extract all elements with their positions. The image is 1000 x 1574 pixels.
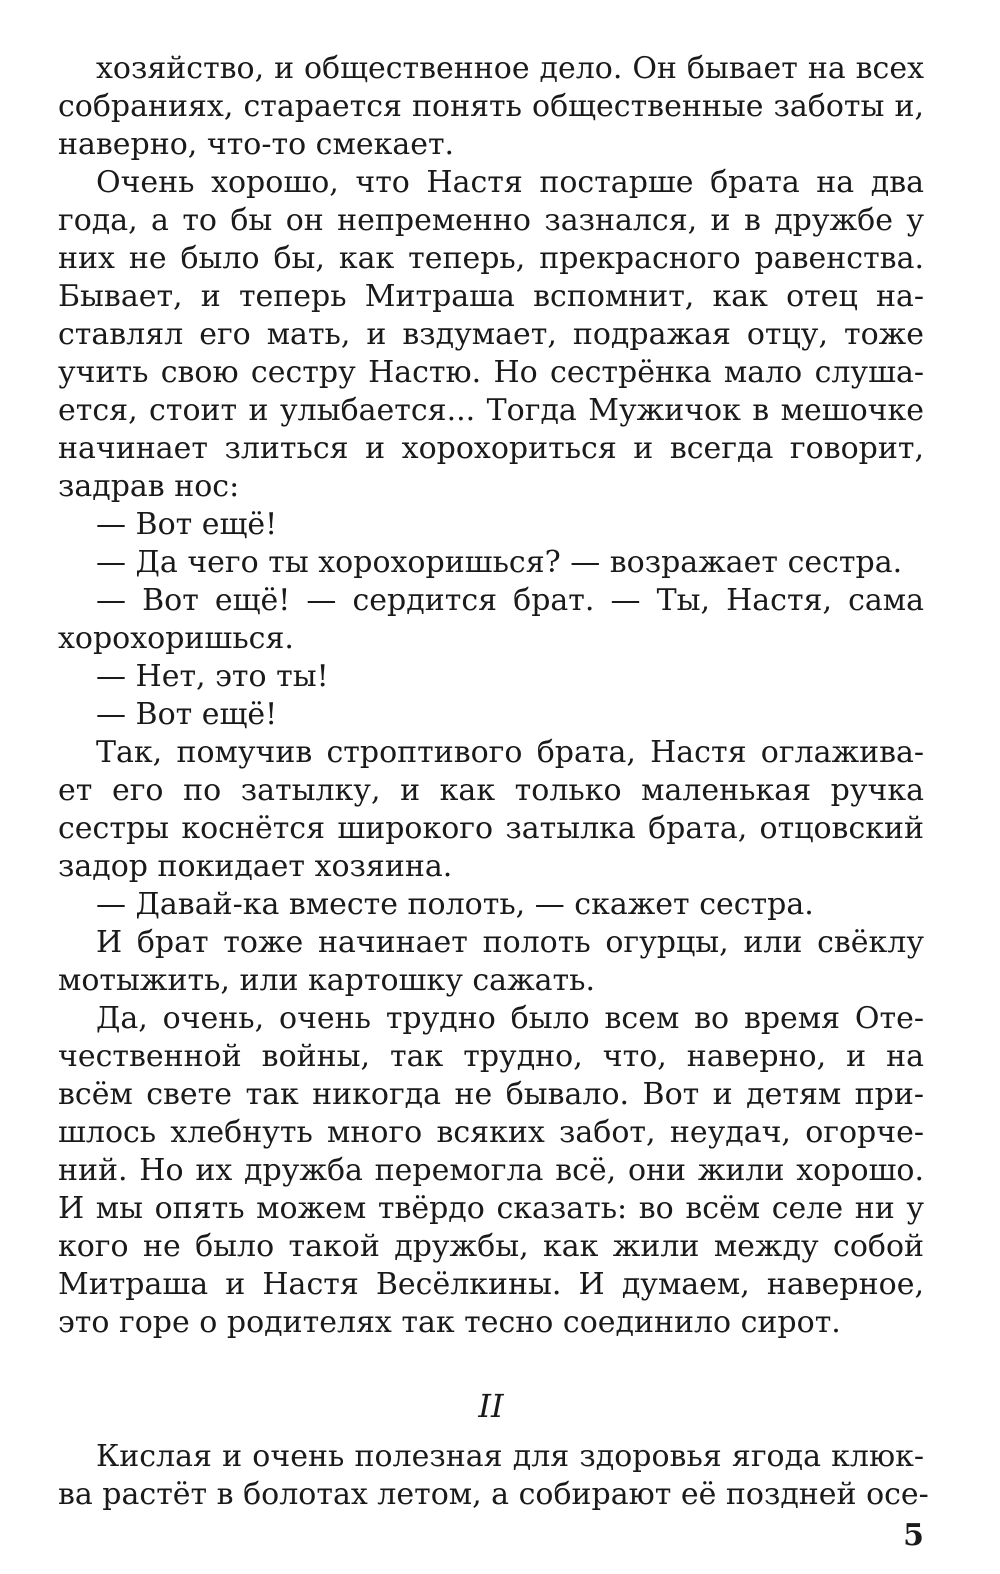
text-line: хорохоришься. [58,621,294,656]
text-line: Митраша и Настя Весёлкины. И думаем, наверное, [58,1267,924,1302]
text-line: собраниях, старается понять общественные заботы и, [58,89,924,124]
text-line: Да, очень, очень трудно было всем во время Оте- [96,1001,924,1036]
text-line: начинает злиться и хорохориться и всегда говорит, [58,431,924,466]
paragraph [58,1000,924,1342]
text-line: них не было бы, как теперь, прекрасного равенства. [58,241,924,276]
text-line: Кислая и очень полезная для здоровья ягода клюк- [96,1439,924,1474]
text-line: кого не было такой дружбы, как жили между собой [58,1229,924,1264]
text-line: Бывает, и теперь Митраша вспомнит, как отец на- [58,279,924,314]
book-page [58,50,929,1514]
text-line: ва растёт в болотах летом, а собирают её поздней осе- [58,1477,929,1512]
text-line: шлось хлебнуть много всяких забот, неудач, огорче- [58,1115,924,1150]
text-line: — Да чего ты хорохоришься? — возражает сестра. [96,545,903,580]
paragraph [58,1438,929,1514]
text-line: — Нет, это ты! [96,659,329,694]
paragraph [58,658,924,696]
paragraph [58,924,924,1000]
text-line: чественной войны, так трудно, что, наверно, и на [58,1039,924,1074]
text-line: мотыжить, или картошку сажать. [58,963,596,998]
text-line: года, а то бы он непременно зазнался, и в дружбе у [58,203,924,238]
text-line: наверно, что-то смекает. [58,127,455,162]
page-number: 5 [903,1518,924,1553]
text-line: И мы опять можем твёрдо сказать: во всём селе ни у [58,1191,924,1226]
paragraph [58,506,924,544]
text-line: ставлял его мать, и вздумает, подражая отцу, тоже [58,317,924,352]
text-line: хозяйство, и общественное дело. Он бывает на всех [96,51,924,86]
section-title: II [478,1387,504,1425]
text-line: учить свою сестру Настю. Но сестрёнка мало слуша- [58,355,924,390]
text-line: ет его по затылку, и как только маленькая ручка [58,773,924,808]
text-line: задрав нос: [58,469,240,504]
paragraph [58,886,924,924]
text-line: ется, стоит и улыбается... Тогда Мужичок в мешочке [58,393,924,428]
body-text [58,50,924,1342]
paragraph [58,50,924,164]
paragraph [58,696,924,734]
text-line: Так, помучив строптивого брата, Настя оглажива- [96,735,924,770]
text-line: всём свете так никогда не бывало. Вот и детям при- [58,1077,924,1112]
text-line: — Вот ещё! [96,507,278,542]
paragraph [58,164,924,506]
paragraph [58,734,924,886]
text-line: задор покидает хозяина. [58,849,453,884]
text-line: Очень хорошо, что Настя постарше брата на два [96,165,924,200]
text-line: — Давай-ка вместе полоть, — скажет сестра. [96,887,814,922]
paragraph [58,582,924,658]
text-line: — Вот ещё! — сердится брат. — Ты, Настя, сама [96,583,924,618]
text-line: ний. Но их дружба перемогла всё, они жили хорошо. [58,1153,924,1188]
section-text [58,1438,929,1514]
text-line: сестры коснётся широкого затылка брата, отцовский [58,811,924,846]
text-line: это горе о родителях так тесно соединило сирот. [58,1305,841,1340]
text-line: — Вот ещё! [96,697,278,732]
text-line: И брат тоже начинает полоть огурцы, или свёклу [96,925,924,960]
paragraph [58,544,924,582]
